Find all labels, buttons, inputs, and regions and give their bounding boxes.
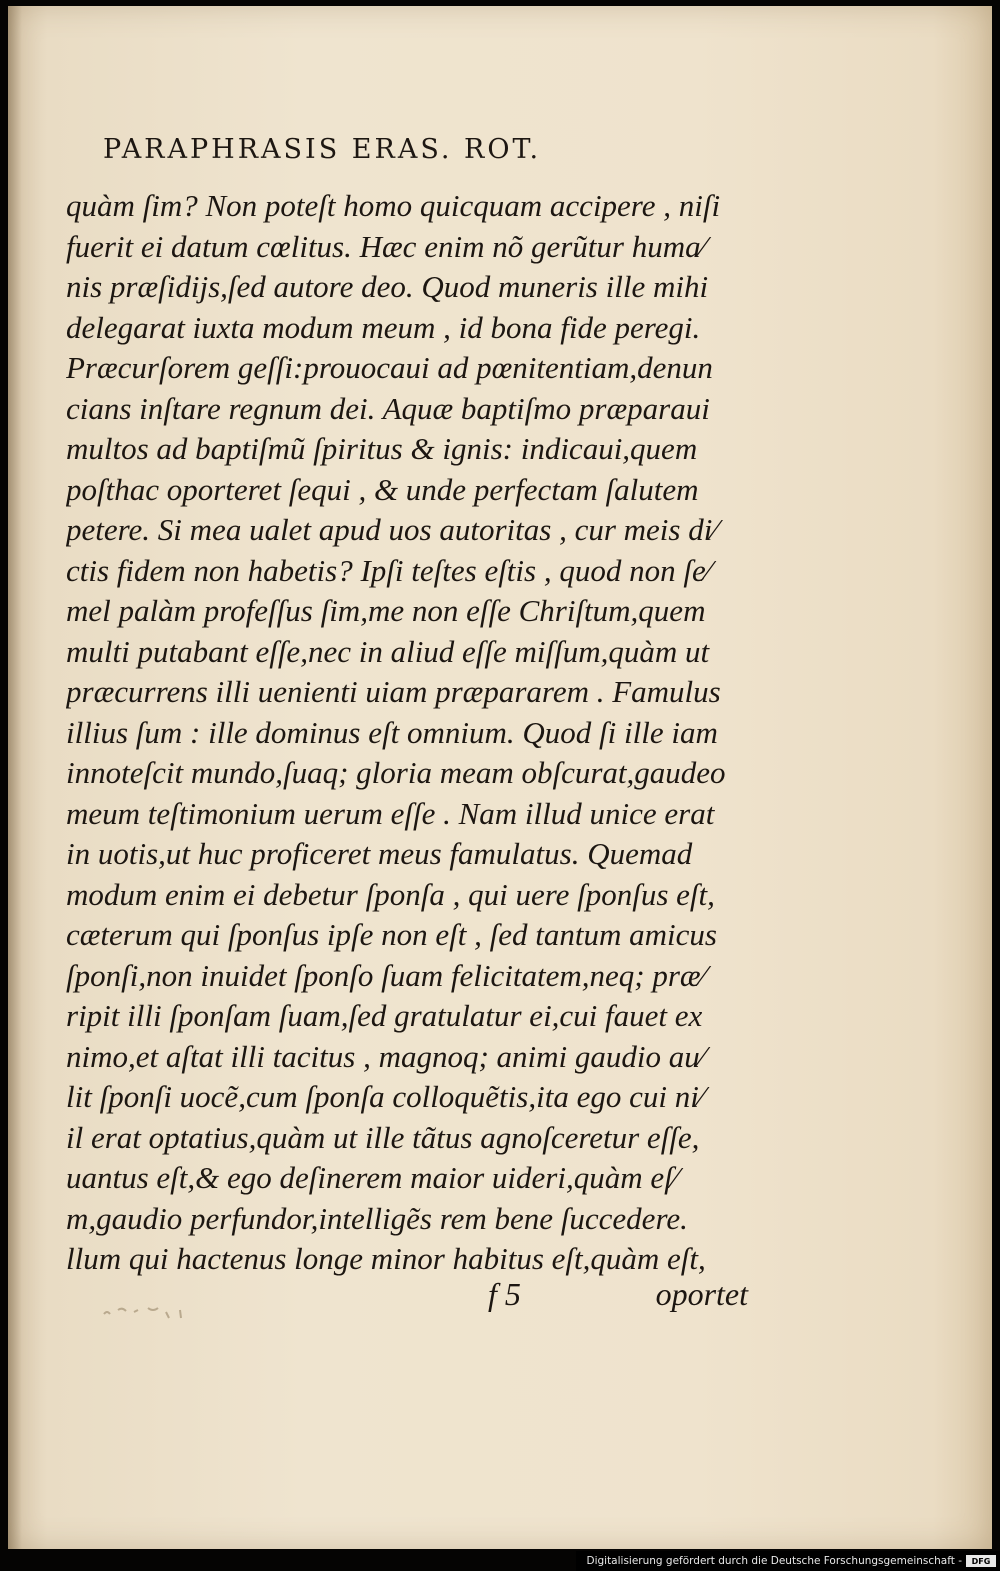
text-line: innoteſcit mundo,ſuaq; gloria meam obſcurat,gaudeo [66, 755, 726, 790]
catchword: oportet [655, 1276, 748, 1312]
text-line: modum enim ei debetur ſponſa , qui uere ſponſus eſt, [66, 876, 715, 912]
text-line: multi putabant eſſe,nec in aliud eſſe miſſum,quàm ut [66, 633, 710, 669]
text-line: illius ſum : ille dominus eſt omnium. Quod ſi ille iam [66, 714, 718, 750]
text-line: cæterum qui ſponſus ipſe non eſt , ſed tantum amicus [66, 917, 717, 952]
show-through-marks [100, 1296, 210, 1326]
credit-bar [576, 1551, 1000, 1571]
gutter-shadow [8, 6, 22, 1549]
page-footer [488, 1276, 748, 1320]
book-page [8, 6, 992, 1549]
text-line: m,gaudio perfundor,intelligẽs rem bene ſuccedere. [66, 1200, 688, 1236]
text-line: præcurrens illi uenienti uiam præpararem . Famulus [66, 674, 721, 709]
text-line: Præcurſorem geſſi:prouocaui ad pœnitentiam,denun [66, 350, 713, 385]
text-line: in uotis,ut huc proficeret meus famulatus. Quemad [66, 836, 693, 871]
text-line: delegarat iuxta modum meum , id bona fide peregi. [66, 309, 701, 345]
text-line: fuerit ei datum cœlitus. Hæc enim nõ gerũtur huma⁄ [66, 228, 706, 264]
text-line: il erat optatius,quàm ut ille tãtus agnoſceretur eſſe, [66, 1119, 700, 1155]
text-line: petere. Si mea ualet apud uos autoritas , cur meis di⁄ [66, 512, 718, 547]
credit-text: Digitalisierung gefördert durch die Deutsche Forschungsgemeinschaft - [586, 1555, 962, 1567]
text-line: cians inſtare regnum dei. Aquæ baptiſmo præparaui [66, 390, 710, 426]
text-line: uantus eſt,& ego deſinerem maior uideri,quàm eſ⁄ [66, 1160, 678, 1195]
signature-mark: f 5 [488, 1276, 521, 1312]
running-head: PARAPHRASIS ERAS. ROT. [103, 134, 542, 165]
text-line: ſponſi,non inuidet ſponſo ſuam felicitatem,neq; præ⁄ [66, 957, 706, 993]
text-line: ripit illi ſponſam ſuam,ſed gratulatur ei,cui fauet ex [66, 998, 703, 1033]
text-line: multos ad baptiſmũ ſpiritus & ignis: indicaui,quem [66, 431, 698, 466]
text-line: lit ſponſi uocẽ,cum ſponſa colloquẽtis,ita ego cui ni⁄ [66, 1079, 704, 1114]
text-line: quàm ſim? Non poteſt homo quicquam accipere , niſi [66, 188, 721, 223]
text-line: poſthac oporteret ſequi , & unde perfectam ſalutem [66, 471, 699, 507]
text-line: llum qui hactenus longe minor habitus eſt,quàm eſt, [66, 1241, 706, 1276]
text-line: nimo,et aſtat illi tacitus , magnoq; animi gaudio au⁄ [66, 1038, 705, 1074]
dfg-logo: DFG [966, 1555, 996, 1567]
text-line: ctis fidem non habetis? Ipſi teſtes eſtis , quod non ſe⁄ [66, 552, 711, 588]
text-line: mel palàm profeſſus ſim,me non eſſe Chriſtum,quem [66, 593, 706, 628]
text-line: meum teſtimonium uerum eſſe . Nam illud unice erat [66, 795, 715, 831]
text-line: nis præſidijs,ſed autore deo. Quod muneris ille mihi [66, 269, 709, 304]
body-text [66, 186, 756, 1280]
